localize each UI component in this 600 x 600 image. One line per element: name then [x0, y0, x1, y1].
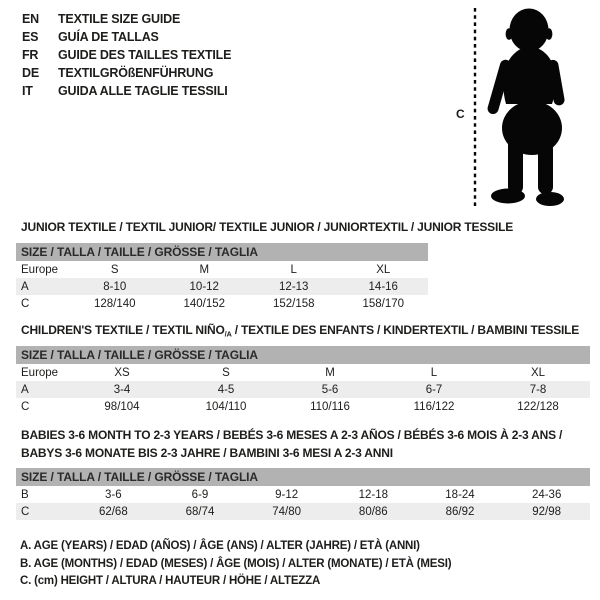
junior-table-title: JUNIOR TEXTILE / TEXTIL JUNIOR/ TEXTILE JUNIOR / JUNIORTEXTIL / JUNIOR TESSILE — [21, 220, 514, 234]
children-title-part2: / TEXTILE DES ENFANTS / KINDERTEXTIL / BAMBINI TESSILE — [231, 323, 580, 337]
table-cell: M — [325, 366, 335, 379]
table-cell: 92/98 — [532, 505, 562, 518]
table-cell: XL — [530, 366, 546, 379]
table-cell: 3-4 — [113, 383, 131, 396]
table-row-height — [16, 398, 590, 415]
table-cell: XL — [376, 263, 391, 276]
lang-label: GUÍA DE TALLAS — [58, 30, 159, 44]
table-cell: 3-6 — [105, 488, 122, 501]
footnote-b: B. AGE (MONTHS) / EDAD (MESES) / ÂGE (MOIS) / ALTER (MONATE) / ETÀ (MESI) — [20, 557, 452, 570]
lang-label: GUIDE DES TAILLES TEXTILE — [58, 48, 232, 62]
row-label: A — [21, 383, 29, 396]
table-cell: 6-7 — [425, 383, 443, 396]
footnote-c: C. (cm) HEIGHT / ALTURA / HAUTEUR / HÖHE / ALTEZZA — [20, 575, 321, 587]
table-cell: 24-36 — [531, 488, 562, 501]
size-header-text: SIZE / TALLA / TAILLE / GRÖSSE / TAGLIA — [21, 245, 258, 259]
table-cell: 98/104 — [104, 400, 140, 413]
row-label: Europe — [21, 366, 59, 379]
table-row-europe — [16, 364, 590, 381]
babies-title-line1: BABIES 3-6 MONTH TO 2-3 YEARS / BEBÉS 3-6 MESES A 2-3 AÑOS / BÉBÉS 3-6 MOIS À 2-3 ANS / — [21, 428, 563, 442]
table-row-age — [16, 278, 428, 295]
table-cell: 10-12 — [189, 280, 219, 293]
table-cell: 152/158 — [272, 297, 315, 310]
lang-code: DE — [22, 66, 39, 80]
table-cell: 6-9 — [191, 488, 209, 501]
lang-row-it — [22, 82, 231, 100]
size-header-bar — [16, 468, 590, 486]
lang-code: IT — [22, 84, 33, 98]
table-cell: XS — [114, 366, 130, 379]
lang-row-fr — [22, 46, 231, 64]
lang-code: FR — [22, 48, 39, 62]
lang-row-es — [22, 28, 231, 46]
table-cell: 9-12 — [275, 488, 299, 501]
table-cell: 68/74 — [185, 505, 215, 518]
lang-code: EN — [22, 12, 39, 26]
table-cell: 140/152 — [183, 297, 226, 310]
lang-row-de — [22, 64, 231, 82]
table-cell: 18-24 — [445, 488, 475, 501]
children-title-part1: CHILDREN'S TEXTILE / TEXTIL NIÑO — [21, 323, 225, 337]
row-label: B — [21, 488, 29, 501]
table-cell: 128/140 — [93, 297, 136, 310]
table-cell: 62/68 — [98, 505, 128, 518]
row-label: C — [21, 297, 30, 310]
table-cell: 158/170 — [362, 297, 405, 310]
table-cell: 122/128 — [517, 400, 559, 413]
table-cell: 8-10 — [103, 280, 127, 293]
junior-size-table — [16, 243, 428, 312]
children-title-subscript: /A — [224, 329, 232, 339]
size-header-text: SIZE / TALLA / TAILLE / GRÖSSE / TAGLIA — [21, 348, 258, 362]
table-cell: S — [110, 263, 119, 276]
table-row-age — [16, 381, 590, 398]
size-header-bar — [16, 243, 428, 261]
table-row-months — [16, 486, 590, 503]
children-table-title — [21, 323, 579, 339]
size-header-bar — [16, 346, 590, 364]
babies-title-line2: BABYS 3-6 MONATE BIS 2-3 JAHRE / BAMBINI 3-6 MESI A 2-3 ANNI — [21, 445, 393, 460]
row-label: A — [21, 280, 29, 293]
table-cell: 104/110 — [205, 400, 247, 413]
table-cell: 4-5 — [217, 383, 235, 396]
lang-code: ES — [22, 30, 39, 44]
lang-label: TEXTILGRÖßENFÜHRUNG — [58, 66, 214, 80]
table-cell: M — [199, 263, 210, 276]
table-cell: 80/86 — [358, 505, 388, 518]
height-measure-line — [472, 8, 478, 209]
table-cell: 7-8 — [529, 383, 547, 396]
children-size-table — [16, 346, 590, 415]
lang-label: GUIDA ALLE TAGLIE TESSILI — [58, 84, 228, 98]
table-cell: 110/116 — [310, 400, 350, 413]
table-row-europe — [16, 261, 428, 278]
table-row-height — [16, 503, 590, 520]
table-row-height — [16, 295, 428, 312]
table-cell: 12-13 — [279, 280, 309, 293]
table-cell: 74/80 — [272, 505, 302, 518]
table-cell: 12-18 — [358, 488, 389, 501]
toddler-silhouette-icon — [486, 6, 576, 208]
row-label: Europe — [21, 263, 59, 276]
lang-label: TEXTILE SIZE GUIDE — [58, 12, 181, 26]
table-cell: 5-6 — [321, 383, 339, 396]
babies-size-table — [16, 468, 590, 520]
table-cell: 116/122 — [413, 400, 455, 413]
table-cell: S — [222, 366, 230, 379]
lang-row-en — [22, 10, 231, 28]
table-cell: L — [290, 263, 297, 276]
size-header-text: SIZE / TALLA / TAILLE / GRÖSSE / TAGLIA — [21, 470, 258, 484]
table-cell: 14-16 — [368, 280, 398, 293]
babies-table-title — [21, 427, 562, 462]
height-measure-label: C — [456, 107, 465, 121]
row-label: C — [21, 400, 30, 413]
table-cell: 86/92 — [445, 505, 475, 518]
table-cell: L — [430, 366, 438, 379]
footnote-a: A. AGE (YEARS) / EDAD (AÑOS) / ÂGE (ANS) / ALTER (JAHRE) / ETÀ (ANNI) — [20, 540, 420, 552]
footnotes-block — [20, 538, 451, 591]
row-label: C — [21, 505, 30, 518]
language-title-block — [22, 10, 231, 100]
